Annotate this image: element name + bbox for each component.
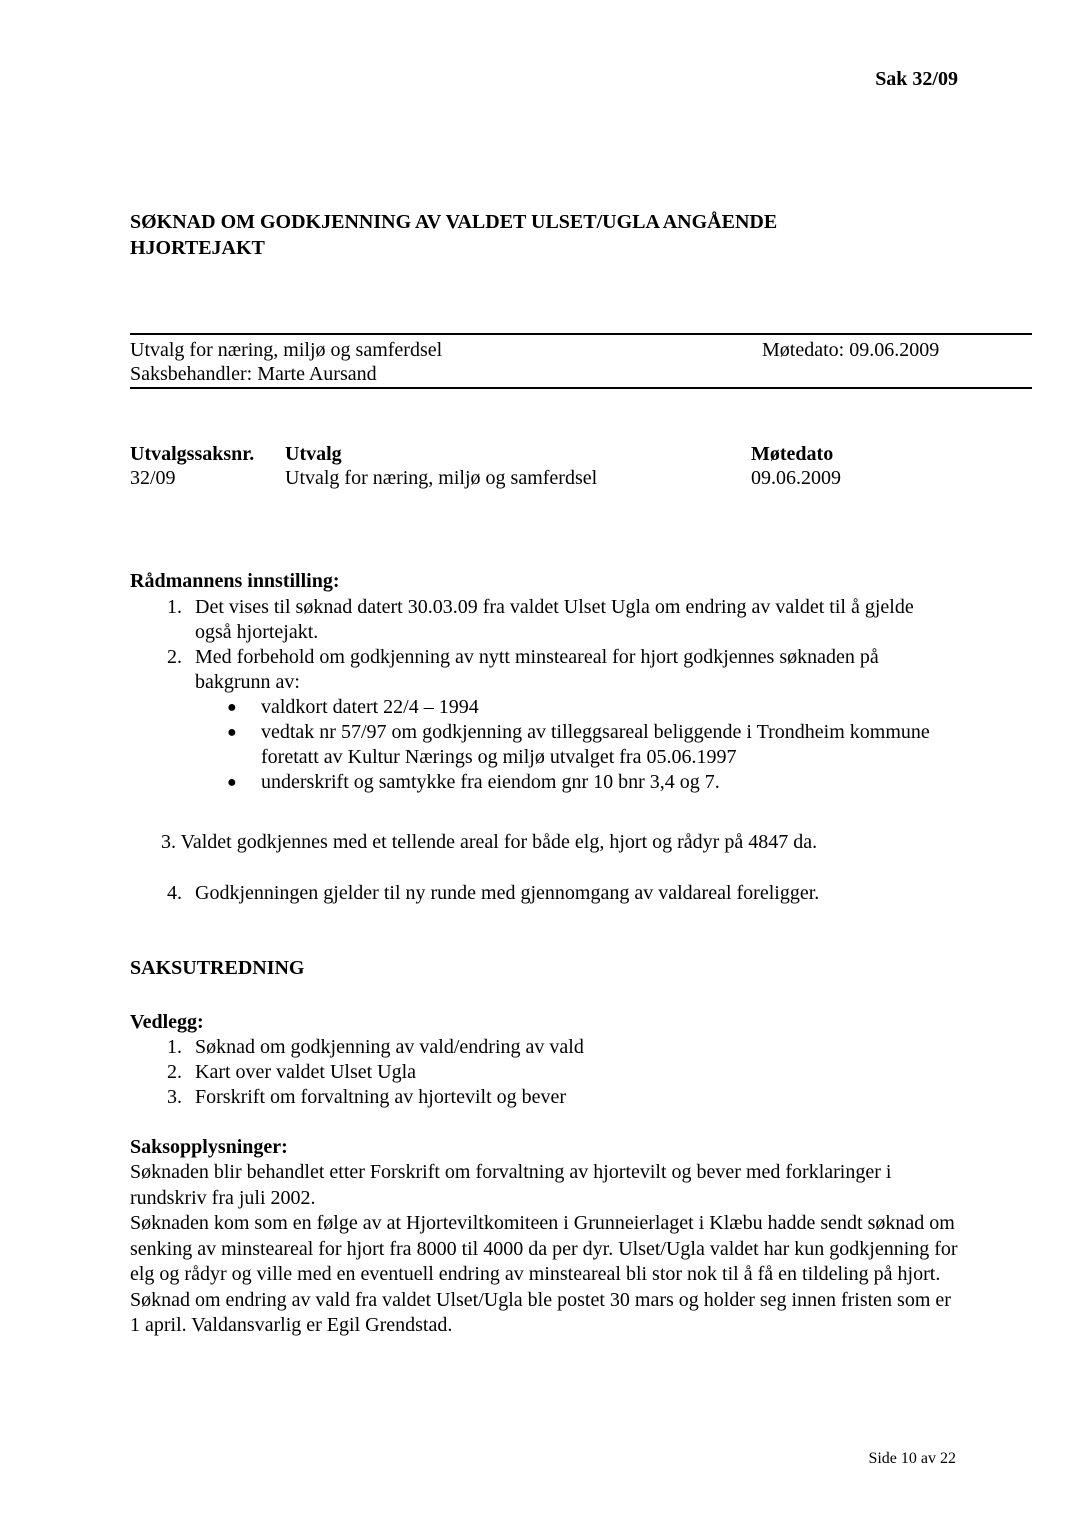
item-number: 1. bbox=[167, 596, 182, 618]
bullet-icon: ● bbox=[227, 774, 237, 791]
item-number: 3. bbox=[167, 1086, 182, 1108]
item-number: 2. bbox=[167, 1061, 182, 1083]
bottom-rule bbox=[130, 387, 1032, 389]
bullet-text: valdkort datert 22/4 – 1994 bbox=[261, 696, 479, 718]
item-number: 1. bbox=[167, 1036, 182, 1058]
case-table-header bbox=[130, 442, 951, 466]
item-text: Søknad om godkjenning av vald/endring av vald bbox=[195, 1036, 584, 1058]
document-title: SØKNAD OM GODKJENNING AV VALDET ULSET/UGLA ANGÅENDE HJORTEJAKT bbox=[130, 211, 778, 259]
page-number: Side 10 av 22 bbox=[868, 1450, 956, 1467]
bullet-item bbox=[227, 770, 955, 795]
top-rule bbox=[130, 333, 1032, 335]
committee-name: Utvalg for næring, miljø og samferdsel bbox=[130, 339, 443, 361]
bullet-item bbox=[227, 720, 955, 770]
list-item bbox=[130, 1060, 955, 1085]
list-item bbox=[130, 1085, 955, 1110]
item-text: Kart over valdet Ulset Ugla bbox=[195, 1061, 417, 1083]
list-item bbox=[130, 595, 955, 645]
info-paragraph: Søknaden kom som en følge av at Hjorteviltkomiteen i Grunneierlaget i Klæbu hadde sendt søknad om senking av minsteareal for hjort fra 8000 til 4000 da per dyr. Ulset/Ugla valdet har kun godkjenning for elg og rådyr og ville med en eventuell endring av minsteareal bli stor nok til å få en tildeling på hjort. Søknad om endring av vald fra valdet Ulset/Ugla ble postet 30 mars og holder seg innen fristen som er 1 april. Valdansvarlig er Egil Grendstad. bbox=[130, 1212, 958, 1336]
recommendation-list bbox=[130, 595, 955, 795]
info-body bbox=[130, 1160, 960, 1339]
bullet-list bbox=[227, 695, 955, 795]
item-text: Med forbehold om godkjenning av nytt minsteareal for hjort godkjennes søknaden på bakgrunn av: bbox=[195, 646, 879, 693]
case-table bbox=[130, 442, 951, 490]
recommendation-item-4 bbox=[130, 881, 955, 905]
header-case-no: Utvalgssaksnr. bbox=[130, 443, 255, 465]
item-text: Forskrift om forvaltning av hjortevilt og bever bbox=[195, 1086, 567, 1108]
list-item bbox=[130, 1035, 955, 1060]
attachments-heading: Vedlegg: bbox=[130, 1011, 204, 1033]
item-text: Godkjenningen gjelder til ny runde med gjennomgang av valdareal foreligger. bbox=[195, 882, 820, 904]
cell-date: 09.06.2009 bbox=[751, 467, 841, 489]
cell-committee: Utvalg for næring, miljø og samferdsel bbox=[285, 467, 598, 489]
attachments-list bbox=[130, 1035, 955, 1110]
header-date: Møtedato bbox=[751, 443, 834, 465]
meeting-date: Møtedato: 09.06.2009 bbox=[762, 339, 940, 361]
meta-block bbox=[130, 338, 442, 386]
case-officer: Saksbehandler: Marte Aursand bbox=[130, 363, 377, 385]
bullet-item bbox=[227, 695, 955, 720]
header-committee: Utvalg bbox=[285, 443, 342, 465]
recommendation-heading: Rådmannens innstilling: bbox=[130, 570, 340, 592]
info-heading: Saksopplysninger: bbox=[130, 1136, 288, 1158]
bullet-icon: ● bbox=[227, 699, 237, 716]
case-number: Sak 32/09 bbox=[875, 68, 958, 90]
info-paragraph: Søknaden blir behandlet etter Forskrift om forvaltning av hjortevilt og bever med forklaringer i rundskriv fra juli 2002. bbox=[130, 1161, 892, 1209]
item-text: Det vises til søknad datert 30.03.09 fra valdet Ulset Ugla om endring av valdet til å gjelde også hjortejakt. bbox=[195, 596, 914, 643]
recommendation-item-3: 3. Valdet godkjennes med et tellende areal for både elg, hjort og rådyr på 4847 da. bbox=[161, 831, 818, 853]
item-number: 4. bbox=[167, 882, 182, 904]
cell-case-no: 32/09 bbox=[130, 467, 176, 489]
item-number: 2. bbox=[167, 646, 182, 668]
table-row bbox=[130, 466, 951, 490]
bullet-text: vedtak nr 57/97 om godkjenning av tilleggsareal beliggende i Trondheim kommune foretatt av Kultur Nærings og miljø utvalget fra 05.06.1997 bbox=[261, 721, 930, 768]
list-item bbox=[130, 645, 955, 695]
section-heading: SAKSUTREDNING bbox=[130, 957, 305, 979]
bullet-text: underskrift og samtykke fra eiendom gnr 10 bnr 3,4 og 7. bbox=[261, 771, 720, 793]
bullet-icon: ● bbox=[227, 724, 237, 741]
